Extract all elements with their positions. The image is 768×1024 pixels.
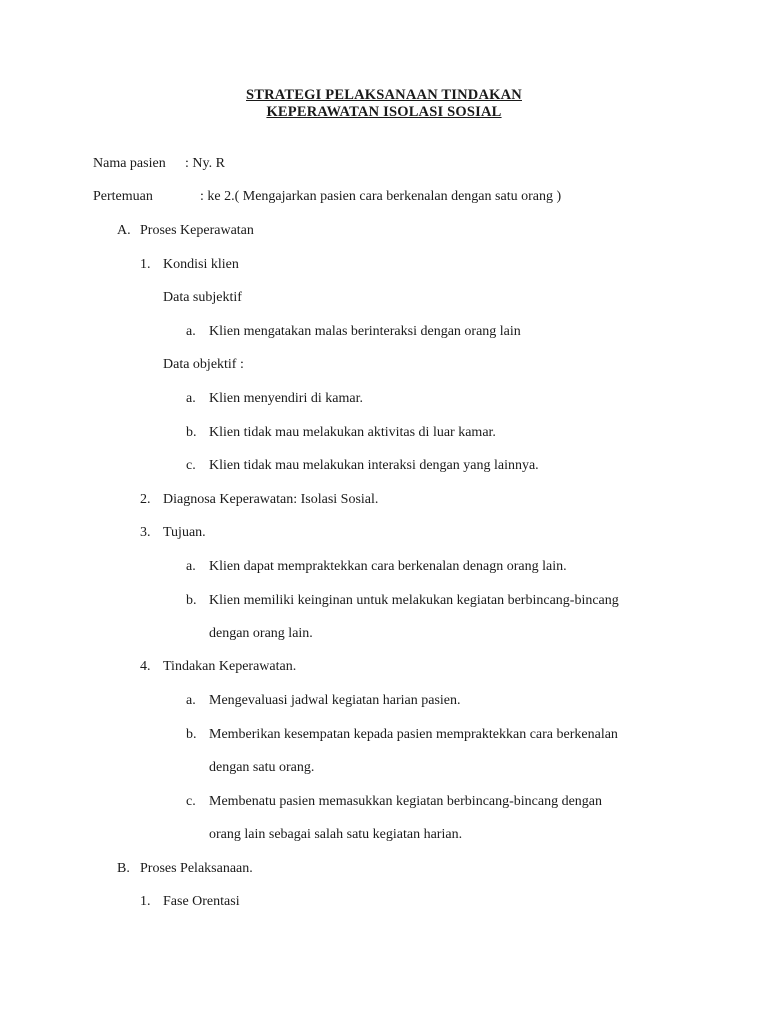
- item-4-marker: 4.: [140, 659, 151, 674]
- subjective-item-marker: a.: [186, 324, 196, 339]
- section-a-title: Proses Keperawatan: [140, 223, 254, 238]
- goal-item-marker: b.: [186, 593, 197, 608]
- objective-item-text: Klien menyendiri di kamar.: [209, 391, 363, 406]
- document-title-line-1: STRATEGI PELAKSANAAN TINDAKAN: [246, 87, 522, 103]
- item-2-title: Diagnosa Keperawatan: Isolasi Sosial.: [163, 492, 379, 507]
- goal-item-text: Klien memiliki keinginan untuk melakukan kegiatan berbincang-bincang: [209, 593, 619, 608]
- item-4-title: Tindakan Keperawatan.: [163, 659, 297, 674]
- action-item-text: Mengevaluasi jadwal kegiatan harian pasien.: [209, 693, 461, 708]
- objective-item-marker: c.: [186, 458, 196, 473]
- document-title-line-2: KEPERAWATAN ISOLASI SOSIAL: [266, 104, 502, 120]
- objective-data-label: Data objektif :: [163, 357, 244, 372]
- phase-1-marker: 1.: [140, 894, 151, 909]
- goal-item-text: Klien dapat mempraktekkan cara berkenalan denagn orang lain.: [209, 559, 567, 574]
- item-3-title: Tujuan.: [163, 525, 206, 540]
- action-item-marker: b.: [186, 727, 197, 742]
- action-item-text-continued: orang lain sebagai salah satu kegiatan harian.: [209, 827, 463, 842]
- meeting-label: Pertemuan: [93, 189, 153, 204]
- section-a-marker: A.: [117, 223, 131, 238]
- action-item-text: Memberikan kesempatan kepada pasien mempraktekkan cara berkenalan: [209, 727, 618, 742]
- item-1-marker: 1.: [140, 257, 151, 272]
- objective-item-text: Klien tidak mau melakukan interaksi dengan yang lainnya.: [209, 458, 539, 473]
- subjective-item-text: Klien mengatakan malas berinteraksi dengan orang lain: [209, 324, 521, 339]
- goal-item-marker: a.: [186, 559, 196, 574]
- patient-name-label: Nama pasien: [93, 156, 166, 171]
- meeting-value: : ke 2.( Mengajarkan pasien cara berkenalan dengan satu orang ): [200, 189, 562, 204]
- item-3-marker: 3.: [140, 525, 151, 540]
- objective-item-text: Klien tidak mau melakukan aktivitas di luar kamar.: [209, 425, 496, 440]
- objective-item-marker: a.: [186, 391, 196, 406]
- item-1-title: Kondisi klien: [163, 257, 239, 272]
- section-b-marker: B.: [117, 861, 130, 876]
- goal-item-text-continued: dengan orang lain.: [209, 626, 313, 641]
- action-item-marker: c.: [186, 794, 196, 809]
- action-item-text-continued: dengan satu orang.: [209, 760, 315, 775]
- action-item-marker: a.: [186, 693, 196, 708]
- objective-item-marker: b.: [186, 425, 197, 440]
- section-b-title: Proses Pelaksanaan.: [140, 861, 253, 876]
- action-item-text: Membenatu pasien memasukkan kegiatan berbincang-bincang dengan: [209, 794, 603, 809]
- patient-name-value: : Ny. R: [185, 156, 225, 171]
- phase-1-title: Fase Orentasi: [163, 894, 240, 909]
- subjective-data-label: Data subjektif: [163, 290, 242, 305]
- item-2-marker: 2.: [140, 492, 151, 507]
